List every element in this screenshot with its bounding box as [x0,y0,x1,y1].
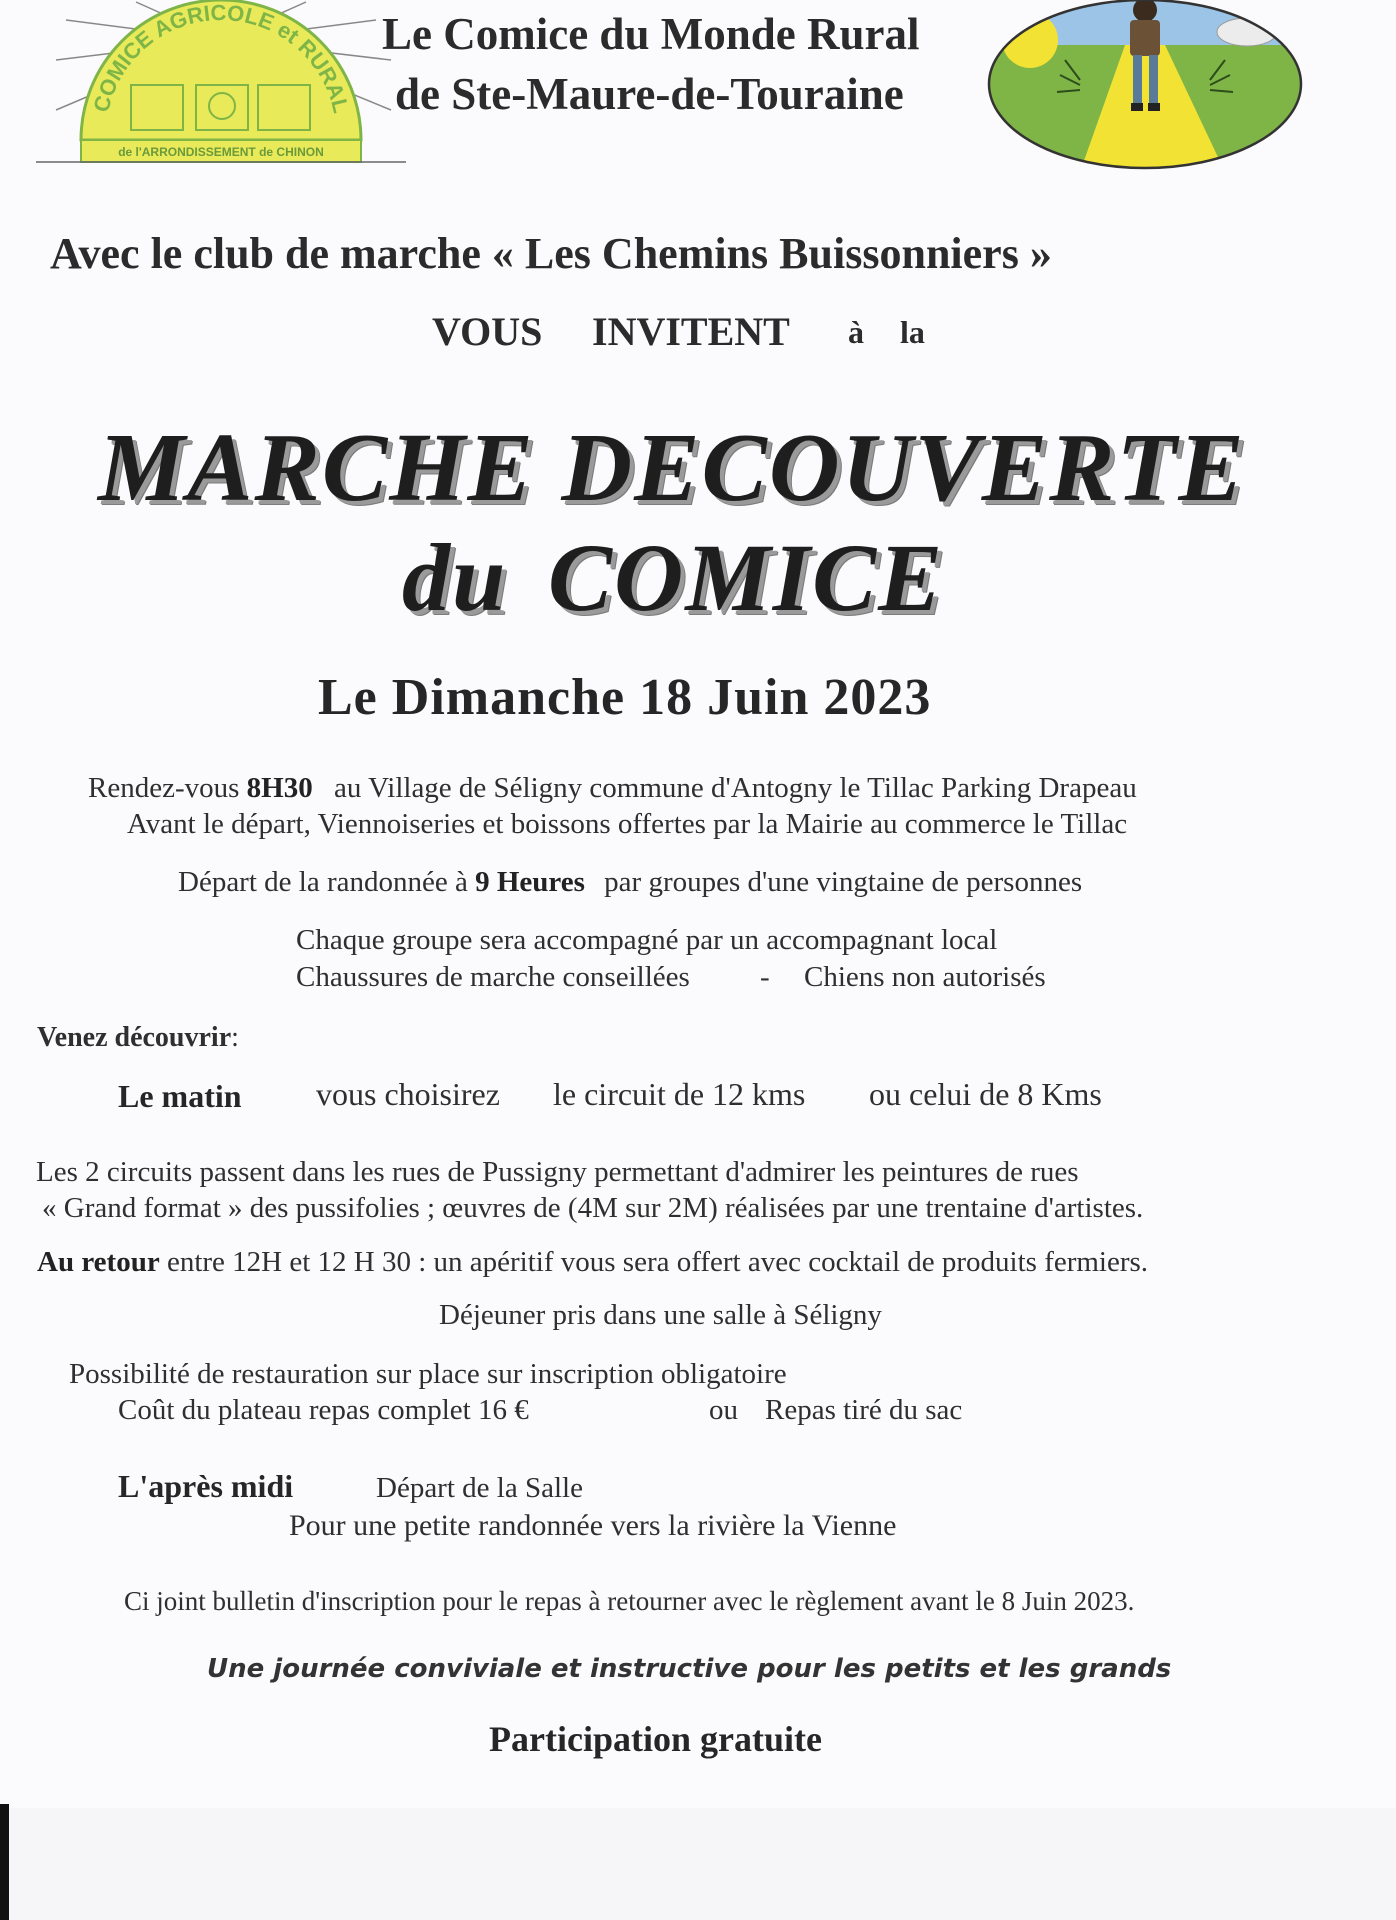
logo-arc-text: COMICE AGRICOLE et RURAL [88,0,354,116]
logo-banner-text: de l'ARRONDISSEMENT de CHINON [118,145,324,159]
departure-groups: par groupes d'une vingtaine de personnes [604,866,1083,898]
discover-label: Venez découvrir [37,1022,232,1053]
departure-line [178,866,1082,899]
group-guide-line: Chaque groupe sera accompagné par un accompagnant local [296,924,998,956]
circuits-line2: « Grand format » des pussifolies ; œuvres de (4M sur 2M) réalisées par une trentaine d'artistes. [42,1192,1144,1224]
event-title-du: du [402,524,508,631]
afternoon-walk: Pour une petite randonnée vers la rivière la Vienne [289,1509,897,1542]
dogs-policy: Chiens non autorisés [804,961,1046,993]
event-date: Le Dimanche 18 Juin 2023 [318,669,932,726]
return-text: entre 12H et 12 H 30 : un apéritif vous sera offert avec cocktail de produits fermiers. [166,1246,1149,1278]
return-label: Au retour [37,1246,160,1278]
scan-margin [0,1808,1396,1920]
organizer-name: Le Comice du Monde Rural [382,9,920,59]
invite-word-la: la [900,314,925,350]
invite-word-vous: VOUS [432,309,543,354]
rendezvous-time: 8H30 [246,772,313,804]
club-line: Avec le club de marche « Les Chemins Buissonniers » [50,229,1052,278]
before-departure-line: Avant le départ, Viennoiseries et boissons offertes par la Mairie au commerce le Tillac [127,808,1128,840]
morning-circuit-12: le circuit de 12 kms [553,1076,806,1112]
event-title-comice: COMICE [548,524,945,631]
separator-dash: - [760,961,770,993]
invite-word-a: à [848,314,864,350]
afternoon-label: L'après midi [118,1468,294,1504]
scan-edge [0,1804,9,1920]
return-line [37,1246,1148,1279]
rendezvous-label: Rendez-vous [88,772,240,804]
meal-tray-cost: Coût du plateau repas complet 16 € [118,1394,529,1426]
logo-picture-panels [131,85,310,130]
morning-choice: vous choisirez [316,1076,500,1112]
registration-note: Ci joint bulletin d'inscription pour le repas à retourner avec le règlement avant le 8 Juin 2023. [124,1586,1135,1616]
afternoon-departure: Départ de la Salle [376,1472,583,1504]
catering-option: Possibilité de restauration sur place sur inscription obligatoire [69,1358,787,1390]
event-title-line1: MARCHE DECOUVERTE [98,414,1246,522]
discover-colon: : [231,1022,239,1053]
lunch-location: Déjeuner pris dans une salle à Séligny [439,1299,882,1331]
rendezvous-place: au Village de Séligny commune d'Antogny le Tillac Parking Drapeau [333,772,1137,804]
invite-word-invitent: INVITENT [592,309,790,354]
morning-label: Le matin [118,1078,242,1114]
free-participation: Participation gratuite [489,1719,822,1759]
departure-time: 9 Heures [475,866,585,898]
comice-agricole-logo [36,0,406,165]
circuits-line1: Les 2 circuits passent dans les rues de Pussigny permettant d'admirer les peintures de rues [36,1156,1079,1188]
departure-label: Départ de la randonnée à [178,866,468,898]
friendly-day-slogan: Une journée conviviale et instructive pour les petits et les grands [207,1654,1172,1684]
shoes-advice: Chaussures de marche conseillées [296,961,690,993]
or-word: ou [709,1394,738,1426]
discover-heading [37,1022,239,1054]
walker-path-logo [985,0,1305,172]
morning-circuit-8: ou celui de 8 Kms [869,1076,1102,1112]
organizer-location: de Ste-Maure-de-Touraine [395,69,904,119]
packed-lunch-option: Repas tiré du sac [765,1394,963,1426]
rendezvous-line [88,772,1137,805]
